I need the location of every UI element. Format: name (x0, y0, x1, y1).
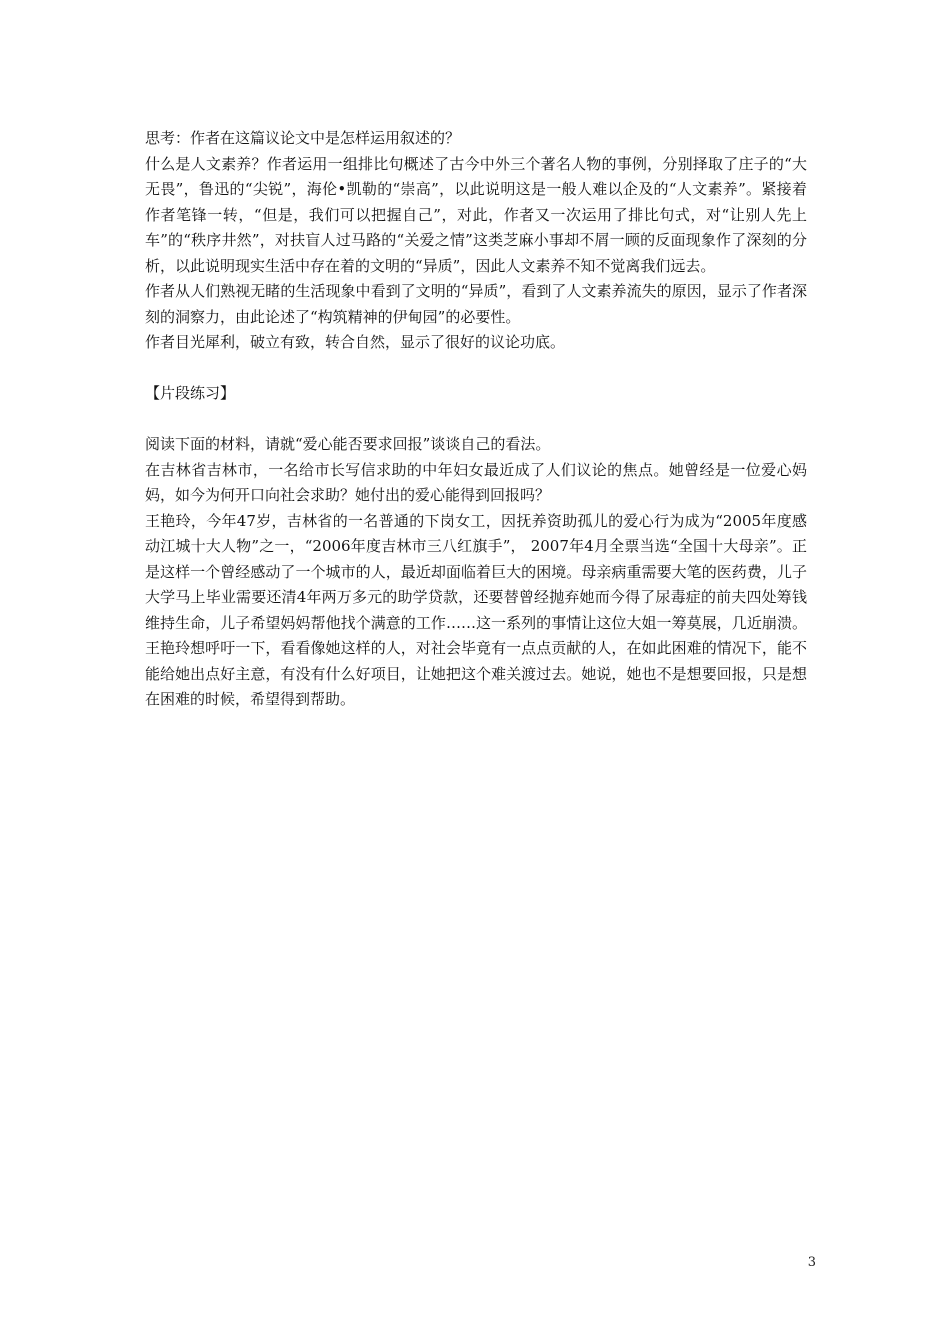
page-content (145, 126, 807, 713)
page-number: 3 (807, 1255, 816, 1270)
exercise-prompt: 阅读下面的材料，请就“爱心能否要求回报”谈谈自己的看法。 (145, 435, 551, 453)
think-question: 思考：作者在这篇议论文中是怎样运用叙述的？ (145, 129, 461, 147)
section-heading: 【片段练习】 (145, 384, 236, 402)
analysis-paragraph: 作者从人们熟视无睹的生活现象中看到了文明的“异质”，看到了人文素养流失的原因，显示了作者深刻的洞察力，由此论述了“构筑精神的伊甸园”的必要性。 (145, 282, 807, 326)
spacer (145, 356, 807, 382)
analysis-paragraph: 什么是人文素养？作者运用一组排比句概述了古今中外三个著名人物的事例，分别择取了庄子的“大无畏”，鲁迅的“尖锐”，海伦•凯勒的“崇高”，以此说明这是一般人难以企及的“人文素养”。紧接着作者笔锋一转，“但是，我们可以把握自己”，对此，作者又一次运用了排比句式，对“让别人先上车”的“秩序井然”，对扶盲人过马路的“关爱之情”这类芝麻小事却不屑一顾的反面现象作了深刻的分析，以此说明现实生活中存在着的文明的“异质”，因此人文素养不知不觉离我们远去。 (145, 154, 807, 275)
analysis-paragraph: 作者目光犀利，破立有致，转合自然，显示了很好的议论功底。 (145, 333, 566, 351)
material-paragraph: 王艳玲，今年47岁，吉林省的一名普通的下岗女工，因抚养资助孤儿的爱心行为成为“2005年度感动江城十大人物”之一，“2006年度吉林市三八红旗手”， 2007年4月全票当选“全国十大母亲”。正是这样一个曾经感动了一个城市的人，最近却面临着巨大的困境。母亲病重需要大笔的医药费，儿子大学马上毕业需要还清4年两万多元的助学贷款，还要替曾经抛弃她而今得了尿毒症的前夫四处筹钱维持生命，儿子希望妈妈帮他找个满意的工作……这一系列的事情让这位大姐一筹莫展，几近崩溃。王艳玲想呼吁一下，看看像她这样的人，对社会毕竟有一点点贡献的人，在如此困难的情况下，能不能给她出点好主意，有没有什么好项目，让她把这个难关渡过去。她说，她也不是想要回报，只是想在困难的时候，希望得到帮助。 (145, 511, 807, 708)
spacer (145, 407, 807, 433)
material-paragraph: 在吉林省吉林市，一名给市长写信求助的中年妇女最近成了人们议论的焦点。她曾经是一位爱心妈妈，如今为何开口向社会求助？她付出的爱心能得到回报吗？ (145, 460, 807, 504)
